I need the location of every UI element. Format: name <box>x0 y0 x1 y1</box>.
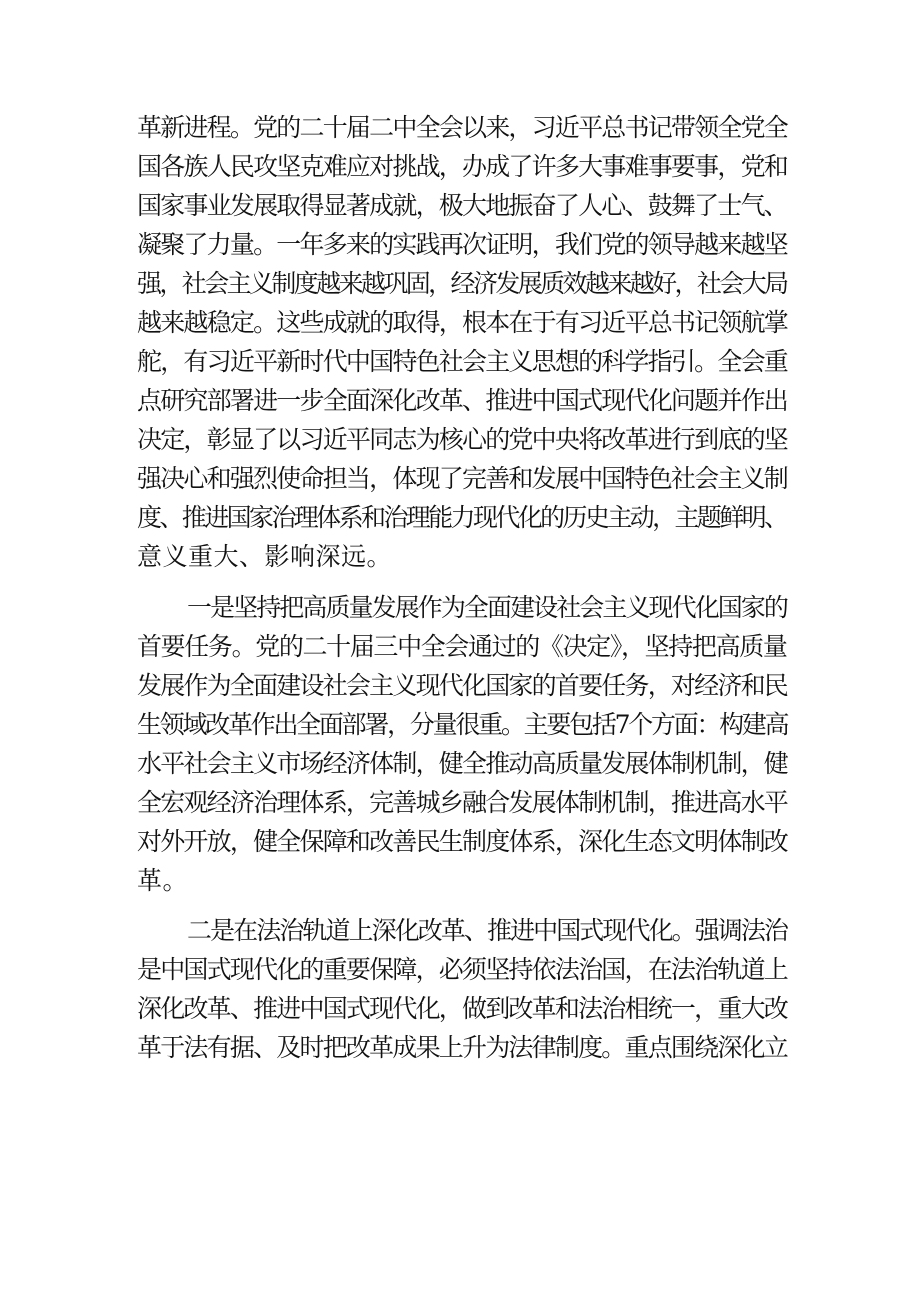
text-line: 点研究部署进一步全面深化改革、推进中国式现代化问题并作出 <box>137 386 788 415</box>
text-line: 强，社会主义制度越来越巩固，经济发展质效越来越好，社会大局 <box>137 269 787 298</box>
text-line: 首要任务。党的二十届三中全会通过的《决定》，坚持把高质量 <box>137 632 787 661</box>
text-line: 国家事业发展取得显著成就，极大地振奋了人心、鼓舞了士气、 <box>137 191 788 220</box>
text-line: 一是坚持把高质量发展作为全面建设社会主义现代化国家的 <box>187 593 788 622</box>
text-line: 深化改革、推进中国式现代化，做到改革和法治相统一，重大改 <box>137 994 788 1023</box>
text-line: 意义重大、影响深远。 <box>137 542 393 571</box>
text-line: 国各族人民攻坚克难应对挑战，办成了许多大事难事要事，党和 <box>137 152 788 181</box>
text-line: 革于法有据、及时把改革成果上升为法律制度。重点围绕深化立 <box>137 1033 788 1062</box>
text-line: 越来越稳定。这些成就的取得，根本在于有习近平总书记领航掌 <box>137 308 788 337</box>
text-line: 舵，有习近平新时代中国特色社会主义思想的科学指引。全会重 <box>137 347 788 376</box>
text-line: 二是在法治轨道上深化改革、推进中国式现代化。强调法治 <box>187 916 788 945</box>
text-line: 强决心和强烈使命担当，体现了完善和发展中国特色社会主义制 <box>137 464 788 493</box>
text-line: 革新进程。党的二十届二中全会以来，习近平总书记带领全党全 <box>137 113 788 142</box>
text-line: 度、推进国家治理体系和治理能力现代化的历史主动，主题鲜明、 <box>137 503 787 532</box>
text-line: 革。 <box>137 866 189 895</box>
text-line: 决定，彰显了以习近平同志为核心的党中央将改革进行到底的坚 <box>137 425 788 454</box>
text-line: 是中国式现代化的重要保障，必须坚持依法治国，在法治轨道上 <box>137 955 788 984</box>
text-line: 全宏观经济治理体系，完善城乡融合发展体制机制，推进高水平 <box>137 788 788 817</box>
text-line: 发展作为全面建设社会主义现代化国家的首要任务，对经济和民 <box>137 671 788 700</box>
text-line: 凝聚了力量。一年多来的实践再次证明，我们党的领导越来越坚 <box>137 230 788 259</box>
text-line: 生领域改革作出全面部署，分量很重。主要包括7个方面：构建高 <box>137 710 788 739</box>
text-line: 水平社会主义市场经济体制，健全推动高质量发展体制机制，健 <box>137 749 788 778</box>
text-line: 对外开放，健全保障和改善民生制度体系，深化生态文明体制改 <box>137 827 788 856</box>
